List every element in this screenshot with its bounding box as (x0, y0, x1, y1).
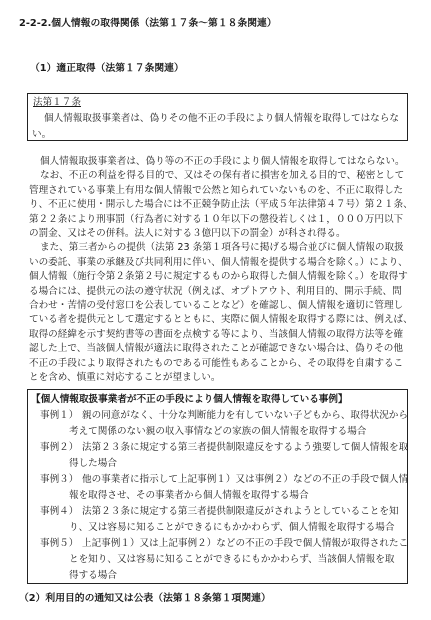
body-text-line: とを含め、慎重に対応することが望ましい。 (29, 372, 221, 383)
case-example-label: 事例３） (40, 474, 79, 485)
case-example-text-line: 他の事業者に指示して上記事例１）又は事例２）などの不正の手段で個人情 (82, 474, 409, 485)
subsection-title-proper-acquisition: （1）適正取得（法第１７条関連） (30, 63, 184, 74)
case-example-text-line: 上記事例１）又は上記事例２）などの不正の手段で個人情報が取得されたこ (82, 538, 409, 549)
law-article-text-line: い。 (32, 129, 52, 140)
case-example-text-line: 法第２３条に規定する第三者提供制限違反をするよう強要して個人情報を取 (82, 442, 409, 453)
body-text-line: 合わせ・苦情の受付窓口を公表していることなど）を確認し、個人情報を適切に管理し (29, 300, 404, 311)
case-example-label: 事例４） (40, 506, 79, 517)
law-article-box (27, 93, 408, 141)
body-text-line: なお、不正の利益を得る目的で、又はその保有者に損害を加える目的で、秘密として (40, 170, 405, 182)
case-example-text-line: 法第２３条に規定する第三者提供制限違反がされようとしていることを知 (82, 506, 399, 517)
body-text-line: 管理されている事業上有用な個人情報で公然と知られていないものを、不正に取得した (29, 184, 404, 196)
body-text-line: 不正の手段により取得されたものである可能性もあることから、その取得を自粛するこ (29, 357, 404, 369)
case-example-text-line: り、又は容易に知ることができるにもかかわらず、個人情報を取得する場合 (69, 522, 395, 533)
case-example-label: 事例１） (40, 410, 79, 421)
body-text-line: また、第三者からの提供（法第 23 条第１項各号に掲げる場合並びに個人情報の取扱 (40, 242, 404, 254)
law-article-text-line: 個人情報取扱事業者は、偽りその他不正の手段により個人情報を取得してはならな (44, 113, 399, 124)
body-text-line: る場合には、提供元の法の遵守状況（例えば、オプトアウト、利用目的、開示手続、問 (29, 285, 402, 297)
case-example-text-line: 考えて関係のない親の収入事情などの家族の個人情報を取得する場合 (69, 426, 367, 437)
body-text-line: 個人情報（施行令第２条第２号に規定するものから取得した個人情報を除く。）を取得す (29, 271, 408, 283)
case-example-label: 事例５） (40, 538, 79, 549)
body-text-line: 認した上で、当該個人情報が適法に取得されたことが確認できない場合は、偽りその他 (29, 343, 403, 355)
case-examples-box (27, 389, 408, 584)
case-examples-title: 【個人情報取扱事業者が不正の手段により個人情報を取得している事例】 (31, 394, 348, 405)
case-example-text-line: とを知り、又は容易に知ることができるにもかかわらず、当該個人情報を取 (69, 554, 395, 565)
body-text-line: 第２２条により刑事罰（行為者に対する１０年以下の懲役若しくは１，０００万円以下 (29, 213, 404, 225)
body-text-line: の罰金、又はその併科。法人に対する３億円以下の罰金）が科され得る。 (29, 228, 346, 239)
case-example-text-line: 報を取得させ、その事業者から個人情報を取得する場合 (69, 490, 309, 501)
case-example-label: 事例２） (40, 442, 79, 453)
section-title: 2-2-2.個人情報の取得関係（法第１７条～第１８条関連） (19, 18, 277, 29)
law-article-label: 法第１７条 (33, 97, 81, 108)
body-text-line: 個人情報取扱事業者は、偽り等の不正の手段により個人情報を取得してはならない。 (40, 156, 405, 167)
body-text-line: り、不正に使用・開示した場合には不正競争防止法（平成５年法律第４７号）第２１条、 (29, 199, 413, 211)
case-example-text-line: 親の同意がなく、十分な判断能力を有していない子どもから、取得状況から (82, 410, 408, 421)
subsection-title-purpose-notice: （2）利用目的の通知又は公表（法第１８条第１項関連） (19, 593, 271, 604)
case-example-text-line: 得する場合 (69, 570, 117, 581)
body-text-line: いの委託、事業の承継及び共同利用に伴い、個人情報を提供する場合を除く。）により、 (29, 256, 408, 268)
body-text-line: ている者を提供元として選定するとともに、実際に個人情報を取得する際には、例えば、 (29, 314, 413, 326)
body-text-line: 取得の経緯を示す契約書等の書面を点検する等により、当該個人情報の取得方法等を確 (29, 328, 404, 340)
case-example-text-line: 得した場合 (69, 458, 117, 469)
